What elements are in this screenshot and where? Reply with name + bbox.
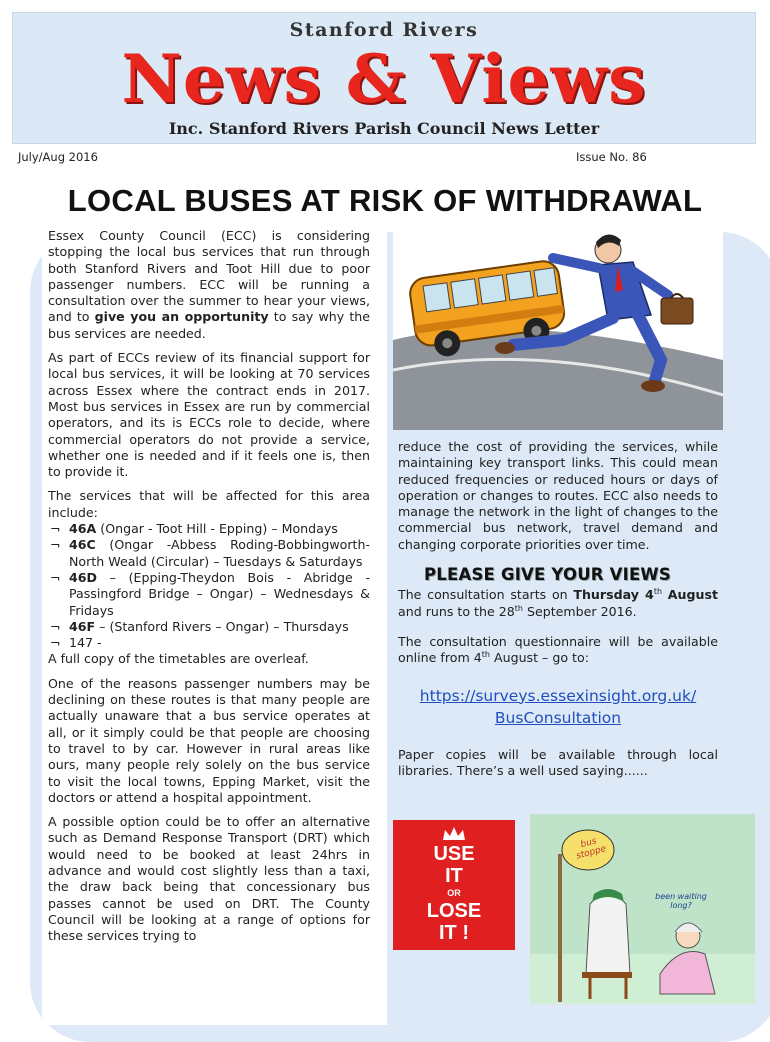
route-item-46d: ¬ 46D – (Epping-Theydon Bois - Abridge - Passingford Bridge – Ongar) – Wednesdays & Fridays xyxy=(50,569,370,618)
intro-paragraph: Essex County Council (ECC) is considering stopping the local bus services that run through both Stanford Rivers and Toot Hill due to poor passenger numbers. ECC will be running a consultation over the summer to hear your views, and to give you an opportunity to say why the bus services are needed. xyxy=(48,228,370,341)
services-intro: The services that will be affected for this area include: xyxy=(48,488,370,520)
route-item-46f: ¬ 46F – (Stanford Rivers – Ongar) – Thursdays xyxy=(50,618,349,634)
questionnaire-paragraph: The consultation questionnaire will be available online from 4th August – go to: xyxy=(398,633,718,666)
views-heading: PLEASE GIVE YOUR VIEWS xyxy=(424,565,671,585)
review-paragraph: As part of ECCs review of its financial support for local bus services, it will be looking at 70 services across Essex where the contract ends in 2017. Most bus services in Essex are run by commercial operators, and its is ECCs role to decide, where commercial operators do not provide a service, whether one is needed and if it feels one is, then to provide it. xyxy=(48,350,370,480)
reasons-paragraph: One of the reasons passenger numbers may be declining on these routes is that many people are actually unaware that a bus service operates at all, or it simply could be that people are choosing to travel to by car. However in rural areas like ours, many people rely solely on the bus service to visit the local towns, Epping Market, visit the doctors or attend a hospital appointment. xyxy=(48,675,370,805)
poster-text: USE IT OR LOSE IT ! xyxy=(426,843,482,944)
headline: LOCAL BUSES AT RISK OF WITHDRAWAL xyxy=(67,183,703,218)
bus-stop-sign-text: bus stoppe xyxy=(575,836,608,862)
drt-paragraph: A possible option could be to offer an alternative such as Demand Response Transport (DRT) which would need to be booked at least 24hrs in advance and would cost slightly less than a taxi, the draw back being that concessionary bus passes cannot be used on DRT. The County Council will be looking at a range of options for these services trying to xyxy=(48,814,370,944)
masthead xyxy=(12,12,756,144)
masthead-subtitle: Inc. Stanford Rivers Parish Council News Letter xyxy=(168,119,600,138)
issue-number: Issue No. 86 xyxy=(576,150,647,164)
route-list xyxy=(48,521,370,651)
route-item-147: ¬ 147 - xyxy=(50,635,102,651)
consultation-link[interactable]: https://surveys.essexinsight.org.uk/ BusConsultation xyxy=(419,686,697,727)
masthead-village: Stanford Rivers xyxy=(289,19,479,41)
paper-copies-paragraph: Paper copies will be available through local libraries. There’s a well used saying...... xyxy=(398,746,718,778)
masthead-title: News & Views xyxy=(121,40,647,118)
route-item-46c: ¬ 46C (Ongar -Abbess Roding-Bobbingworth-North Weald (Circular) – Tuesdays & Saturdays xyxy=(50,537,370,569)
issue-date: July/Aug 2016 xyxy=(18,150,98,164)
use-it-or-lose-it-poster xyxy=(393,820,515,950)
cost-paragraph: reduce the cost of providing the services, while maintaining key transport links. This could mean reduced frequencies or reduced hours or days of operation or changes to routes. ECC also needs to manage the network in the light of changes to the commercial bus network, travel demand and changing corporate priorities over time. xyxy=(398,439,718,552)
consultation-dates: The consultation starts on Thursday 4th August and runs to the 28th September 2016. xyxy=(398,587,718,619)
route-item-46a: ¬ 46A (Ongar - Toot Hill - Epping) – Mondays xyxy=(50,521,338,537)
speech-text: been waiting long? xyxy=(655,892,707,910)
crown-icon xyxy=(393,824,515,844)
bus-chase-illustration xyxy=(393,220,723,430)
timetable-note: A full copy of the timetables are overleaf. xyxy=(48,651,309,667)
right-column xyxy=(398,439,718,787)
bus-stop-cartoon xyxy=(530,814,755,1004)
left-column xyxy=(48,228,370,952)
